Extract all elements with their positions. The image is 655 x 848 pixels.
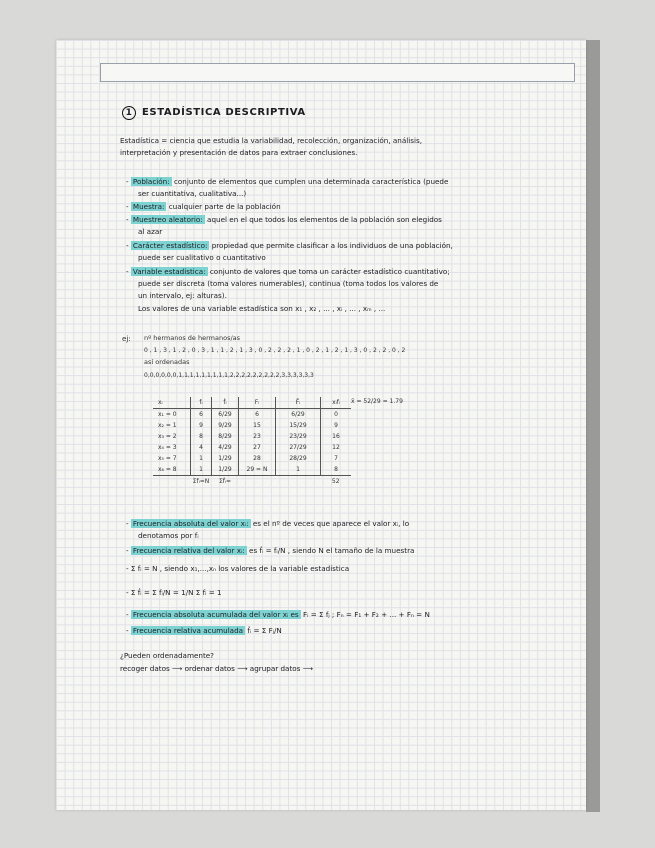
table-footer-row <box>153 476 351 488</box>
table-cell: 1/29 <box>212 464 239 476</box>
table-cell <box>153 476 191 488</box>
table-cell: 7 <box>321 453 352 464</box>
table-row <box>153 464 351 476</box>
table-footer-di: Σḟᵢ= <box>218 478 231 485</box>
formula-sum-fi: - Σ fᵢ = N , siendo x₁,...,xₙ los valores de la variable estadística <box>126 564 350 573</box>
table-cell <box>276 476 321 488</box>
table-cell: x₆ = 8 <box>153 464 191 476</box>
table-cell: 16 <box>321 431 352 442</box>
table-cell: 1 <box>191 464 212 476</box>
def-variable-4: Los valores de una variable estadística son x₁ , x₂ , ... , xᵢ , ... , xₘ , ... <box>138 304 386 313</box>
table-header: xᵢfᵢ <box>321 397 352 409</box>
def-variable: - Variable estadística: conjunto de valores que toma un carácter estadístico cuantitativo; <box>126 267 450 276</box>
table-cell: 6 <box>239 409 276 421</box>
page-edge-shadow <box>586 40 600 812</box>
def-caracter-2: puede ser cualitativo o cuantitativo <box>138 253 266 262</box>
def-caracter: - Carácter estadístico: propiedad que permite clasificar a los individuos de una población, <box>126 241 453 250</box>
header-box <box>100 63 575 82</box>
def-poblacion: - Población: conjunto de elementos que cumplen una determinada característica (puede <box>126 177 449 186</box>
def-muestreo-2: al azar <box>138 227 163 236</box>
table-cell: 1/29 <box>212 453 239 464</box>
table-header: xᵢ <box>153 397 191 409</box>
table-row <box>153 442 351 453</box>
table-cell: 15/29 <box>276 420 321 431</box>
table-cell: 1 <box>191 453 212 464</box>
intro-line-2: interpretación y presentación de datos para extraer conclusiones. <box>120 148 358 157</box>
table-cell: 23/29 <box>276 431 321 442</box>
table-cell: x₃ = 2 <box>158 433 177 440</box>
def-muestra: - Muestra: cualquier parte de la población <box>126 202 281 211</box>
table-cell: 15 <box>239 420 276 431</box>
table-cell: 6/29 <box>212 409 239 421</box>
table-footer-sum: 52 <box>331 478 340 485</box>
table-header: fᵢ <box>191 397 212 409</box>
example-line-1: nº hermanos de hermanos/as <box>144 334 241 342</box>
formula-abs-freq: - Frecuencia absoluta del valor xᵢ: es el nº de veces que aparece el valor xᵢ, lo <box>126 519 410 528</box>
table-header: ḟᵢ <box>212 397 239 409</box>
formula-cum-rel: - Frecuencia relativa acumulada ḟᵢ = Σ Fⱼ/N <box>126 626 282 635</box>
def-variable-2: puede ser discreta (toma valores numerables), continua (toma todos los valores de <box>138 279 439 288</box>
table-cell: 1 <box>276 464 321 476</box>
table-row <box>153 420 351 431</box>
table-cell: 28 <box>239 453 276 464</box>
table-cell: 0 <box>321 409 352 421</box>
table-header: Fᵢ <box>239 397 276 409</box>
example-mean: x̄ = 52/29 = 1.79 <box>351 398 403 405</box>
table-cell: x₅ = 7 <box>158 455 177 462</box>
def-variable-3: un intervalo, ej: alturas). <box>138 291 227 300</box>
table-cell: 9/29 <box>212 420 239 431</box>
table-cell: 9 <box>191 420 212 431</box>
table-cell: 4/29 <box>212 442 239 453</box>
table-footer-fi: Σfᵢ=N <box>192 478 210 485</box>
example-line-2: 0 , 1 , 3 , 1 , 2 , 0 , 3 , 1 , 1 , 2 , 1 , 3 , 0 , 2 , 2 , 2 , 1 , 0 , 2 , 1 , 2 , 1 , 3 , 0 , 2 , 2 , 0 , 2 <box>144 347 406 354</box>
table-cell: 28/29 <box>276 453 321 464</box>
table-row <box>153 431 351 442</box>
table-cell: 23 <box>239 431 276 442</box>
table-row <box>153 453 351 464</box>
table-header: F̄ᵢ <box>276 397 321 409</box>
formula-cum-abs: - Frecuencia absoluta acumulada del valor xᵢ es Fᵢ = Σ fⱼ ; Fₙ = F₁ + F₂ + ... + Fₙ = N <box>126 610 430 619</box>
table-cell: 6/29 <box>276 409 321 421</box>
table-cell: 8 <box>191 431 212 442</box>
def-poblacion-2: ser cuantitativa, cualitativa...) <box>138 189 247 198</box>
table-cell: 12 <box>321 442 352 453</box>
table-cell: 4 <box>191 442 212 453</box>
formula-abs-freq-2: denotamos por fᵢ <box>138 531 199 540</box>
table-cell: x₄ = 3 <box>158 444 177 451</box>
def-muestreo: - Muestreo aleatorio: aquel en el que todos los elementos de la población son elegidos <box>126 215 442 224</box>
table-cell: 27 <box>239 442 276 453</box>
formula-sum-di: - Σ ḟᵢ = Σ fᵢ/N = 1/N Σ fᵢ = 1 <box>126 588 222 597</box>
table-cell: 9 <box>321 420 352 431</box>
title-number: 1 <box>122 106 136 120</box>
table-cell: 8/29 <box>212 431 239 442</box>
frequency-table <box>153 397 351 487</box>
intro-line-1: Estadística = ciencia que estudia la variabilidad, recolección, organización, análisis, <box>120 136 423 145</box>
formula-rel-freq: - Frecuencia relativa del valor xᵢ: es ḟᵢ = fᵢ/N , siendo N el tamaño de la muestra <box>126 546 415 555</box>
example-line-3: así ordenadas <box>144 358 190 366</box>
table-header-row <box>153 397 351 409</box>
closing-steps: recoger datos ⟶ ordenar datos ⟶ agrupar datos ⟶ <box>120 664 314 673</box>
table-cell: 27/29 <box>276 442 321 453</box>
example-line-4: 0,0,0,0,0,0,1,1,1,1,1,1,1,1,1,2,2,2,2,2,2,2,2,2,3,3,3,3,3,3 <box>144 372 314 379</box>
example-label: ej: <box>122 334 131 343</box>
table-cell: 8 <box>321 464 352 476</box>
page-title: 1 ESTADÍSTICA DESCRIPTIVA <box>122 106 306 120</box>
table-cell: 29 = N <box>239 464 276 476</box>
closing-question: ¿Pueden ordenadamente? <box>120 651 214 660</box>
table-cell: x₂ = 1 <box>158 422 177 429</box>
table-cell <box>239 476 276 488</box>
table-cell: 6 <box>191 409 212 421</box>
table-row <box>153 409 351 421</box>
table-cell: x₁ = 0 <box>158 411 177 418</box>
notebook-page <box>56 40 586 810</box>
